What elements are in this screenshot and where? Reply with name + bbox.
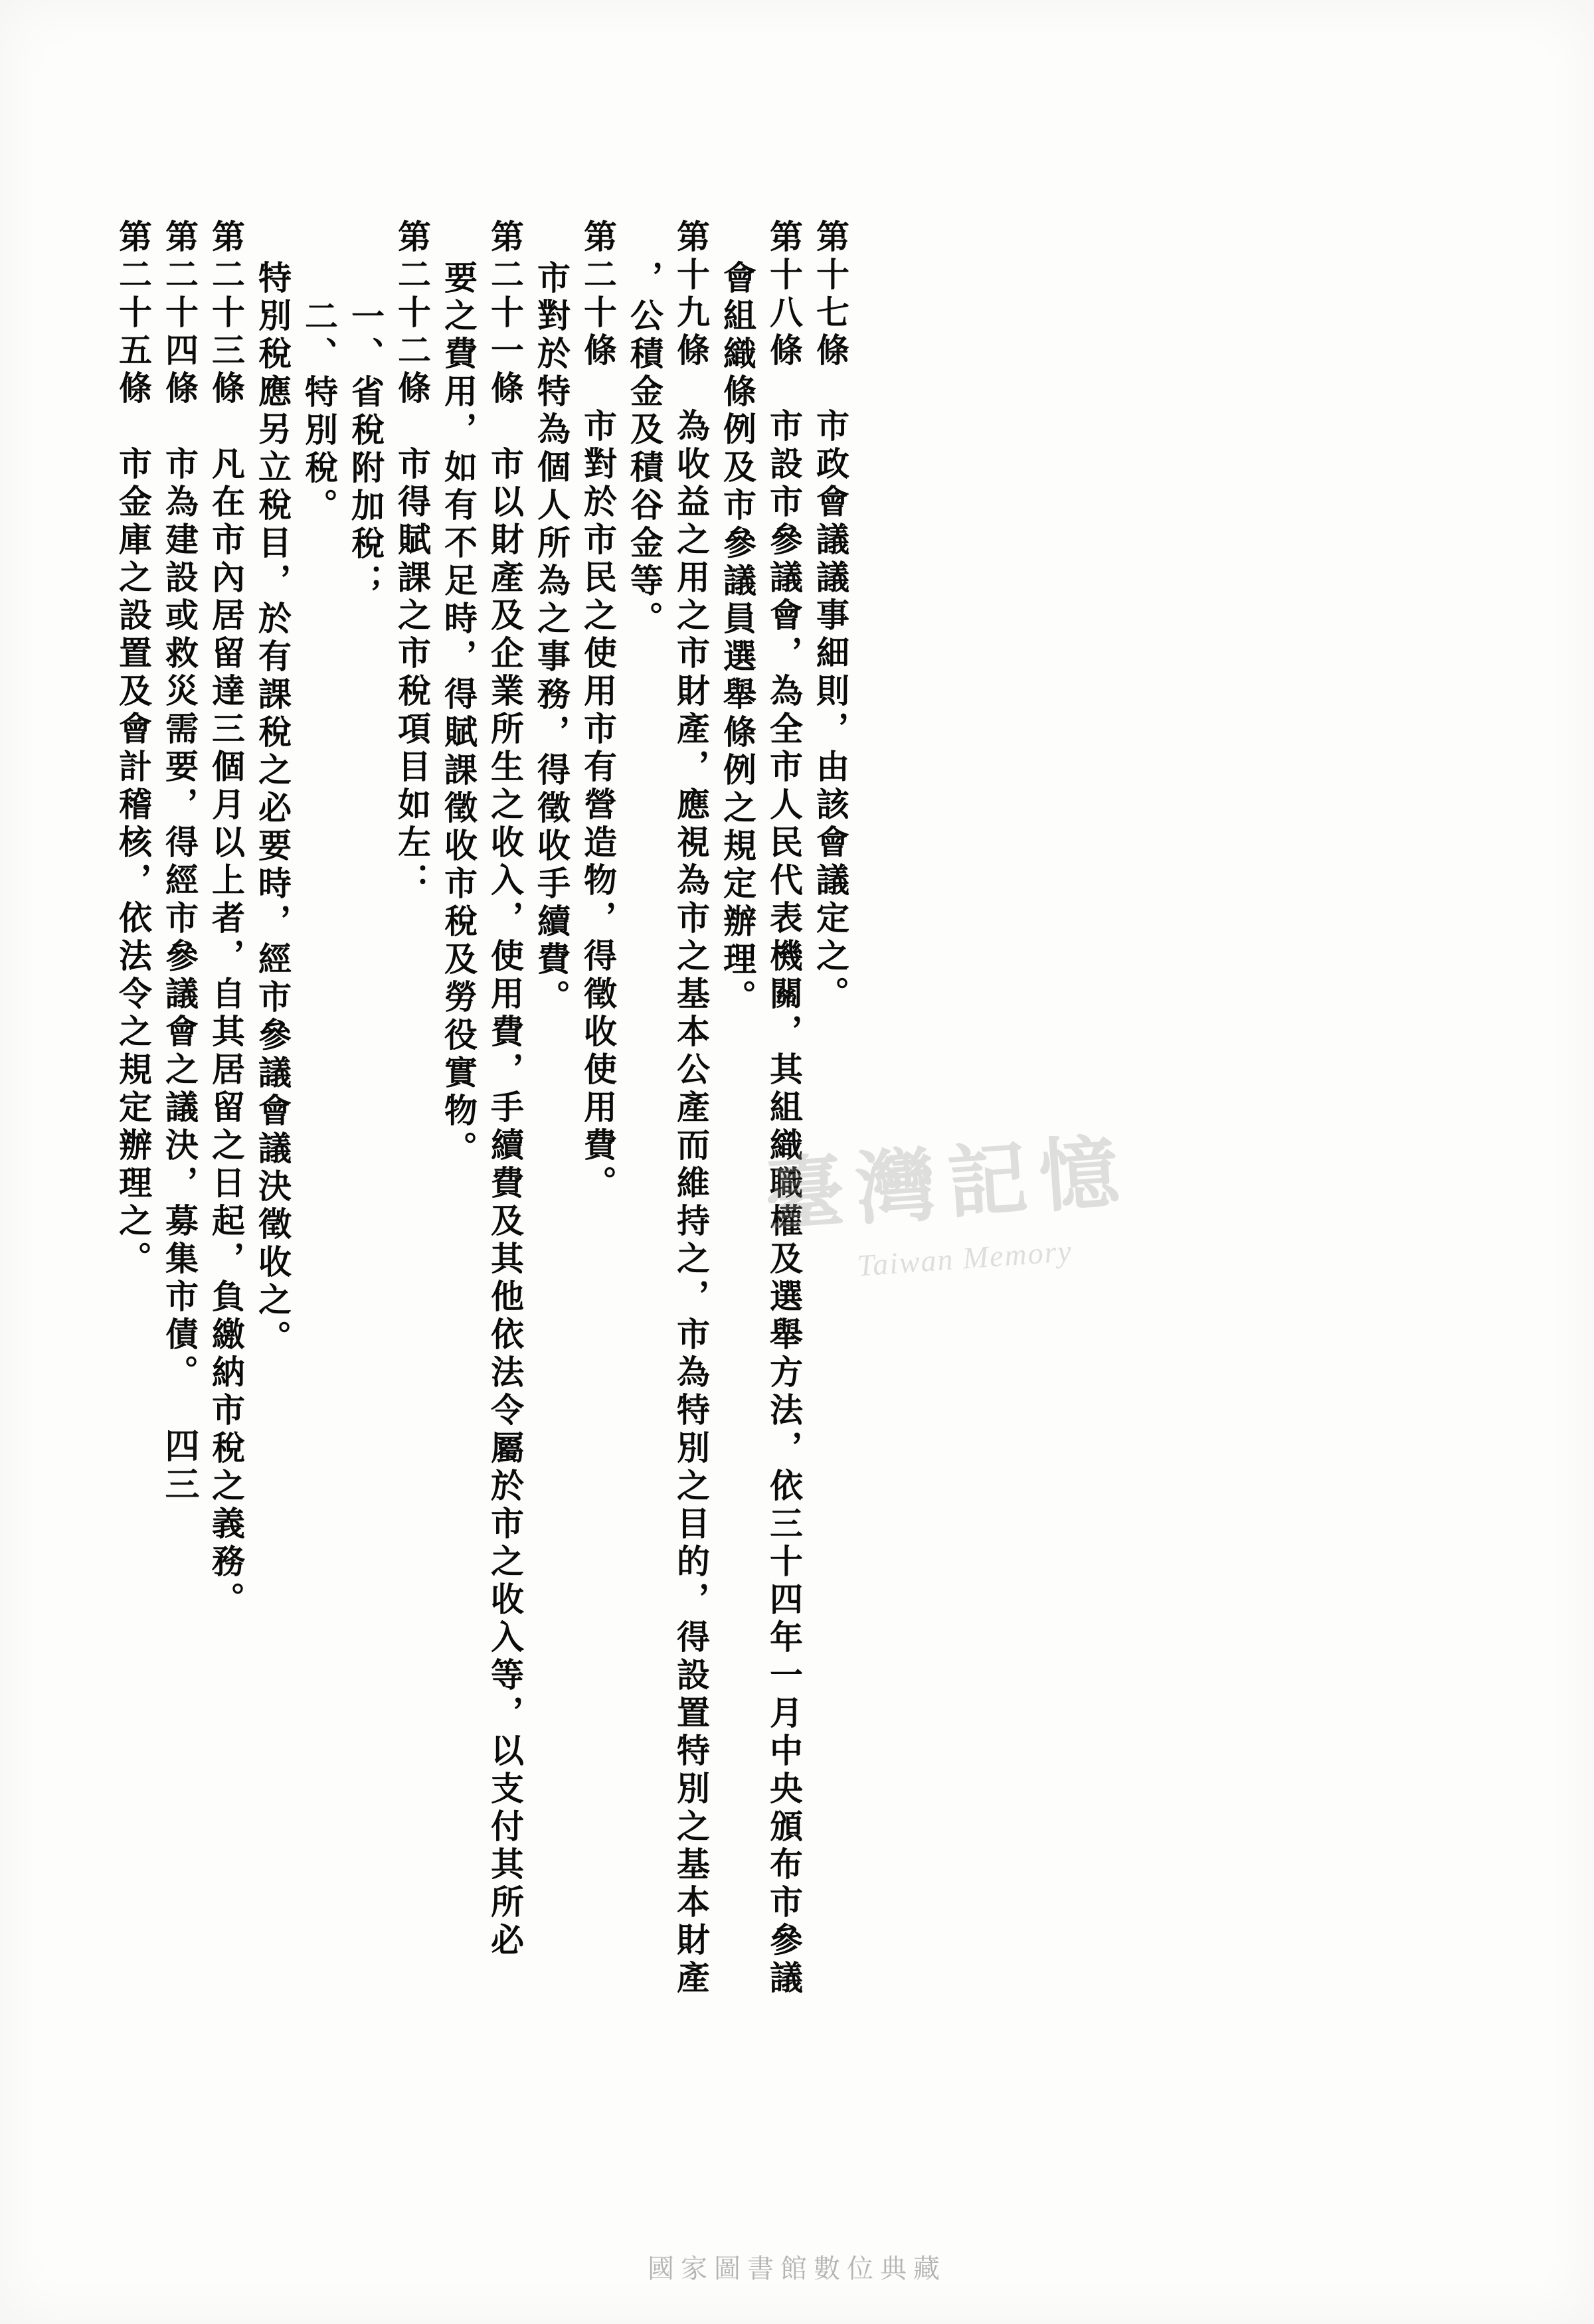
text-column: 一、省稅附加稅； [346,299,385,602]
text-column: 第二十條 市對於市民之使用市有營造物，得徵收使用費。 [578,219,618,1203]
text-column: 二、特別稅。 [300,299,339,526]
watermark-english-text: Taiwan Memory [855,1234,1074,1283]
text-column: 第二十三條 凡在市內居留達三個月以上者，自其居留之日起，負繳納市稅之義務。 [207,219,246,1619]
text-column: 第十九條 為收益之用之市財產，應視為市之基本公產而維持之，市為特別之目的，得設置特別之基本財產 [671,219,711,1998]
text-column: 第二十一條 市以財產及企業所生之收入，使用費，手續費及其他依法令屬於市之收入等，以支付其所必 [486,219,525,1960]
text-column: 第十八條 市設市參議會，為全市人民代表機關，其組織職權及選舉方法，依三十四年一月中央頒布市參議 [764,219,804,1998]
text-column: 要之費用，如有不足時，得賦課徵收市稅及勞役實物。 [439,260,478,1169]
text-column: 市對於特為個人所為之事務，得徵收手續費。 [532,260,571,1017]
text-column: 第十七條 市政會議議事細則，由該會議定之。 [811,219,850,1014]
watermark-chinese-text: 臺灣記憶 [761,1124,1134,1244]
text-column: 第二十五條 市金庫之設置及會計稽核，依法令之規定辦理之。 [114,219,153,1279]
page-number: 四三 [159,1428,199,1505]
text-column: 特別稅應另立稅目，於有課稅之必要時，經市參議會議決徵收之。 [253,260,292,1358]
text-column: 第二十二條 市得賦課之市稅項目如左： [393,219,432,900]
digital-archive-footer: 國家圖書館數位典藏 [648,2254,946,2284]
text-column: 第二十四條 市為建設或救災需要，得經市參議會之議決，募集市債。 [160,219,199,1392]
document-text-body [110,219,1478,1998]
text-column: 會組織條例及市參議員選舉條例之規定辦理。 [718,260,757,1017]
text-column: ，公積金及積谷金等。 [625,260,664,639]
